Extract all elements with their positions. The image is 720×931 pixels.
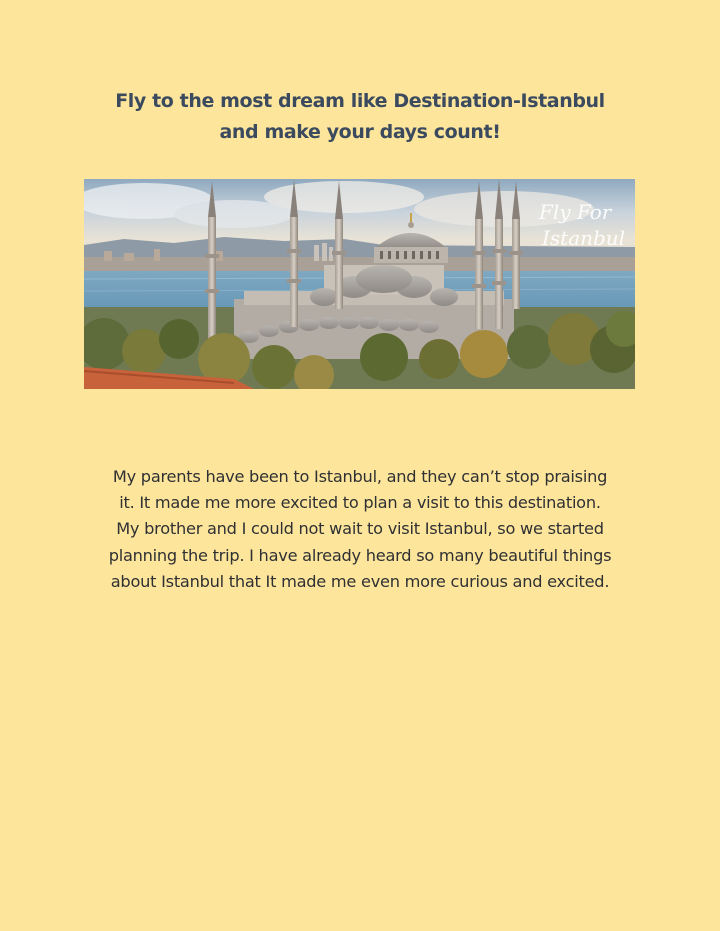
- hero-image-blue-mosque: [84, 179, 635, 389]
- overlay-line-1: Fly For: [539, 200, 612, 224]
- paragraph-line: it. It made me more excited to plan a visit to this destination.: [119, 493, 601, 513]
- page-title-line-2: and make your days count!: [219, 121, 501, 143]
- paragraph-line: planning the trip. I have already heard so many beautiful things: [108, 545, 612, 565]
- mosque-illustration: [84, 179, 635, 389]
- paragraph-line: My parents have been to Istanbul, and they can’t stop praising: [112, 467, 608, 486]
- page-title: [60, 86, 660, 148]
- body-paragraph: [70, 464, 650, 595]
- paragraph-line: My brother and I could not wait to visit Istanbul, so we started: [116, 519, 604, 539]
- page-title-line-1: Fly to the most dream like Destination-Istanbul: [115, 90, 605, 112]
- paragraph-line: about Istanbul that It made me even more curious and excited.: [110, 571, 610, 591]
- overlay-line-2: Istanbul: [542, 226, 626, 250]
